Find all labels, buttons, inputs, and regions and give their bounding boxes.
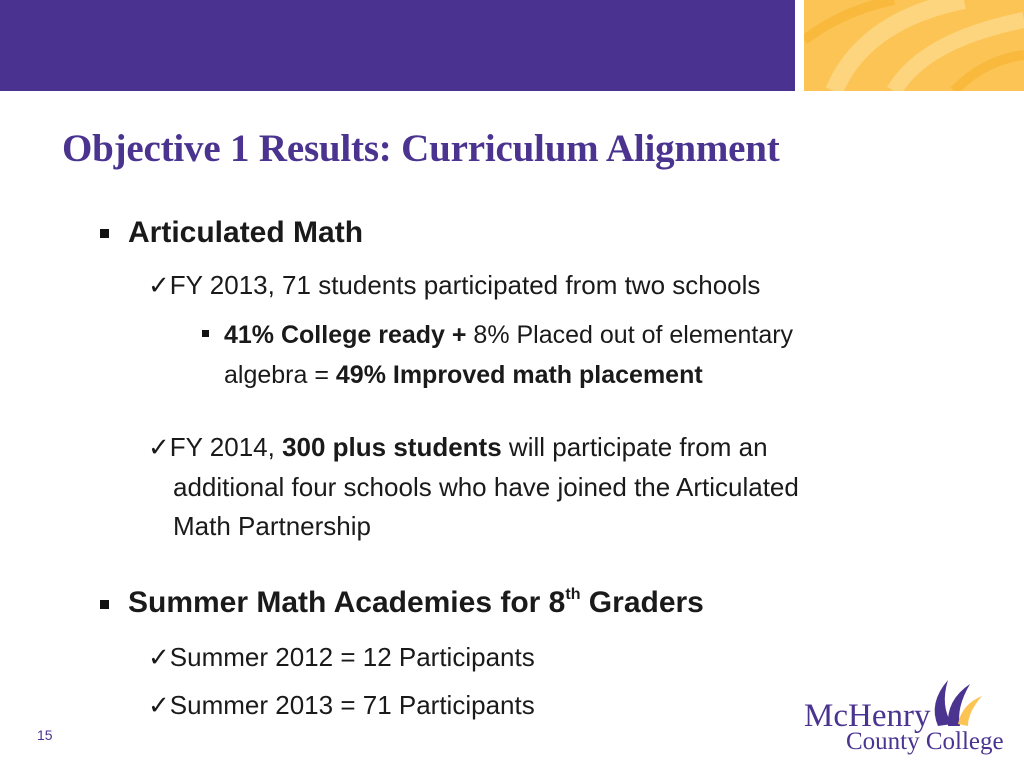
checkmark-icon: ✓ (148, 271, 170, 301)
slide-title: Objective 1 Results: Curriculum Alignment (62, 127, 780, 170)
sub-item-placement-line2: algebra = 49% Improved math placement (224, 361, 703, 389)
logo-text-line2: County College (846, 728, 1004, 755)
checkmark-icon: ✓ (148, 433, 170, 463)
list-item-fy2014-line3: Math Partnership (173, 511, 371, 541)
section-heading-articulated-math: Articulated Math (128, 216, 364, 249)
list-item-fy2013: ✓FY 2013, 71 students participated from two schools (148, 270, 761, 301)
section-heading-summer-academies: Summer Math Academies for 8th Graders (128, 586, 704, 619)
list-item-fy2014-line2: additional four schools who have joined the Articulated (173, 472, 799, 502)
square-bullet-icon (202, 330, 209, 337)
square-bullet-icon (100, 600, 109, 609)
checkmark-icon: ✓ (148, 643, 170, 673)
mchenry-logo (800, 678, 1014, 762)
list-item-summer-2012: ✓Summer 2012 = 12 Participants (148, 642, 535, 673)
list-item-summer-2013: ✓Summer 2013 = 71 Participants (148, 690, 535, 721)
list-item-fy2014-line1: ✓FY 2014, 300 plus students will participate from an (148, 432, 768, 463)
logo-text-line1: McHenry (804, 698, 931, 734)
square-bullet-icon (100, 229, 109, 238)
page-number: 15 (37, 727, 53, 743)
sub-item-placement-line1: 41% College ready + 8% Placed out of elementary (224, 321, 794, 349)
header-band (0, 0, 795, 91)
header-gold-decoration (804, 0, 1024, 91)
checkmark-icon: ✓ (148, 691, 170, 721)
